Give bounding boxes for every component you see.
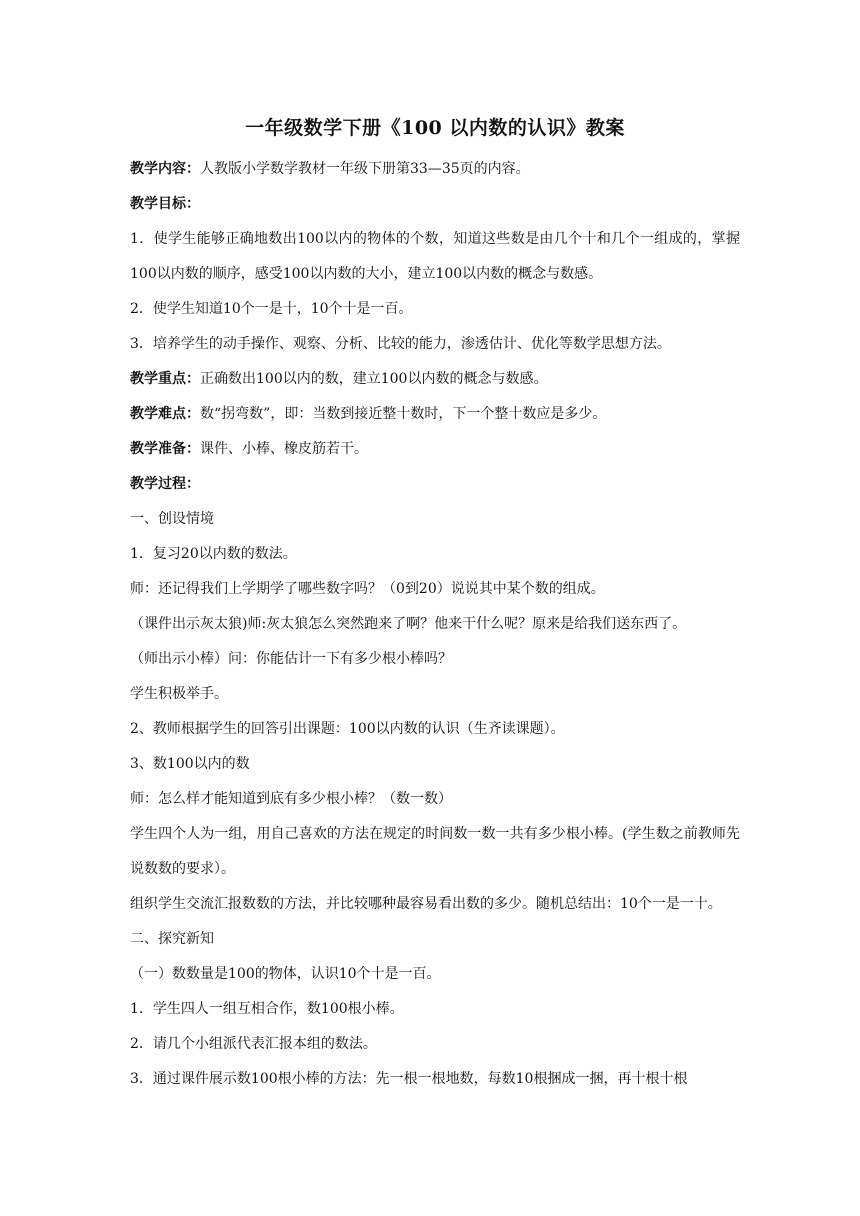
process-line: 3．通过课件展示数100根小棒的方法：先一根一根地数，每数10根捆成一捆，再十根十根 <box>130 1071 688 1087</box>
document-title: 一年级数学下册《100 以内数的认识》教案 <box>245 117 625 139</box>
process-line: 学生积极举手。 <box>130 686 228 702</box>
process-line: （一）数数量是100的物体，认识10个十是一百。 <box>130 966 441 982</box>
process-line: （课件出示灰太狼)师:灰太狼怎么突然跑来了啊？他来干什么呢？原来是给我们送东西了。 <box>130 616 687 632</box>
preparation <box>130 432 740 467</box>
process-line: 2、教师根据学生的回答引出课题：100以内数的认识（生齐读课题）。 <box>130 721 565 737</box>
teaching-objectives-heading <box>130 187 740 222</box>
difficulties-label: 教学难点： <box>130 406 200 422</box>
key-points-label: 教学重点： <box>130 371 200 387</box>
section-heading: 一、创设情境 <box>130 511 214 527</box>
objective-item: 2．使学生知道10个一是十，10个十是一百。 <box>130 301 413 317</box>
difficulties <box>130 397 740 432</box>
process-line: 1．学生四人一组互相合作，数100根小棒。 <box>130 1001 404 1017</box>
teaching-content <box>130 152 740 187</box>
process-line: 师：怎么样才能知道到底有多少根小棒？（数一数） <box>130 791 452 807</box>
teaching-content-text: 人教版小学数学教材一年级下册第33—35页的内容。 <box>200 161 530 177</box>
preparation-label: 教学准备： <box>130 441 200 457</box>
process-line: 2．请几个小组派代表汇报本组的数法。 <box>130 1036 377 1052</box>
process-line: 3、数100以内的数 <box>130 756 250 772</box>
section-heading: 二、探究新知 <box>130 931 214 947</box>
process-line: （师出示小棒）问：你能估计一下有多少根小棒吗？ <box>130 651 452 667</box>
objective-item: 3．培养学生的动手操作、观察、分析、比较的能力，渗透估计、优化等数学思想方法。 <box>130 336 671 352</box>
document-page <box>130 108 740 1097</box>
key-points <box>130 362 740 397</box>
difficulties-text: 数“拐弯数”，即：当数到接近整十数时，下一个整十数应是多少。 <box>200 406 607 422</box>
objective-item: 1．使学生能够正确地数出100以内的物体的个数，知道这些数是由几个十和几个一组成的，掌握100以内数的顺序，感受100以内数的大小，建立100以内数的概念与数感。 <box>130 231 740 282</box>
teaching-content-label: 教学内容： <box>130 161 200 177</box>
process-paragraph: 组织学生交流汇报数数的方法，并比较哪种最容易看出数的多少。随机总结出：10个一是一十。 <box>130 896 722 912</box>
process-label: 教学过程： <box>130 476 200 492</box>
process-line: 师：还记得我们上学期学了哪些数字吗？（0到20）说说其中某个数的组成。 <box>130 581 605 597</box>
process-heading <box>130 467 740 502</box>
process-line: 1．复习20以内数的数法。 <box>130 546 297 562</box>
teaching-objectives-label: 教学目标： <box>130 196 200 212</box>
preparation-text: 课件、小棒、橡皮筋若干。 <box>200 441 368 457</box>
process-paragraph: 学生四个人为一组，用自己喜欢的方法在规定的时间数一数一共有多少根小棒。(学生数之前教师先说数数的要求）。 <box>130 826 740 877</box>
key-points-text: 正确数出100以内的数，建立100以内数的概念与数感。 <box>200 371 548 387</box>
